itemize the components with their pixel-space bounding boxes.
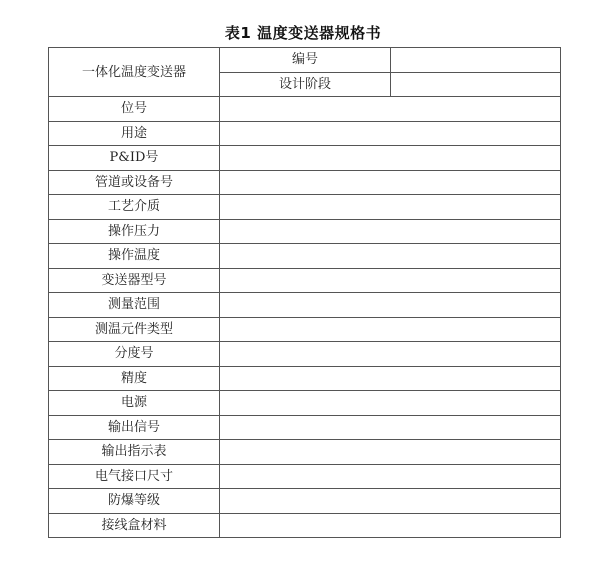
row-value[interactable]: [220, 121, 561, 146]
row-label: P&ID号: [49, 146, 220, 171]
row-label: 测温元件类型: [49, 317, 220, 342]
table-row: [49, 391, 561, 416]
row-label: 管道或设备号: [49, 170, 220, 195]
table-row: [49, 268, 561, 293]
row-label: 电气接口尺寸: [49, 464, 220, 489]
table-row: [49, 513, 561, 538]
row-label: 电源: [49, 391, 220, 416]
row-label: 分度号: [49, 342, 220, 367]
table-row: [49, 219, 561, 244]
row-label: 测量范围: [49, 293, 220, 318]
number-value[interactable]: [391, 48, 561, 73]
row-value[interactable]: [220, 195, 561, 220]
table-row: [49, 366, 561, 391]
row-value[interactable]: [220, 489, 561, 514]
row-value[interactable]: [220, 268, 561, 293]
table-row: [49, 342, 561, 367]
row-value[interactable]: [220, 146, 561, 171]
row-value[interactable]: [220, 317, 561, 342]
row-value[interactable]: [220, 366, 561, 391]
row-value[interactable]: [220, 391, 561, 416]
table-row: [49, 244, 561, 269]
row-value[interactable]: [220, 97, 561, 122]
row-label: 操作温度: [49, 244, 220, 269]
row-value[interactable]: [220, 513, 561, 538]
row-label: 接线盒材料: [49, 513, 220, 538]
row-label: 操作压力: [49, 219, 220, 244]
row-label: 工艺介质: [49, 195, 220, 220]
page-title: 表1 温度变送器规格书: [224, 24, 382, 42]
table-row: [49, 415, 561, 440]
row-value[interactable]: [220, 342, 561, 367]
design-stage-value[interactable]: [391, 72, 561, 97]
table-row: [49, 464, 561, 489]
table-row: [49, 489, 561, 514]
row-value[interactable]: [220, 293, 561, 318]
row-label: 输出指示表: [49, 440, 220, 465]
row-value[interactable]: [220, 415, 561, 440]
row-label: 位号: [49, 97, 220, 122]
row-label: 变送器型号: [49, 268, 220, 293]
table-row: [49, 440, 561, 465]
table-row-header-1: [49, 48, 561, 73]
row-value[interactable]: [220, 464, 561, 489]
table-row: [49, 195, 561, 220]
row-label: 输出信号: [49, 415, 220, 440]
row-value[interactable]: [220, 440, 561, 465]
table-row: [49, 317, 561, 342]
row-value[interactable]: [220, 219, 561, 244]
table-row: [49, 146, 561, 171]
table-row: [49, 170, 561, 195]
table-row: [49, 121, 561, 146]
row-label: 用途: [49, 121, 220, 146]
row-value[interactable]: [220, 170, 561, 195]
design-stage-label: 设计阶段: [220, 72, 391, 97]
row-label: 防爆等级: [49, 489, 220, 514]
number-label: 编号: [220, 48, 391, 73]
table-row: [49, 97, 561, 122]
spec-table: [48, 47, 561, 538]
row-label: 精度: [49, 366, 220, 391]
table-row: [49, 293, 561, 318]
row-value[interactable]: [220, 244, 561, 269]
device-type-label: 一体化温度变送器: [49, 48, 220, 97]
